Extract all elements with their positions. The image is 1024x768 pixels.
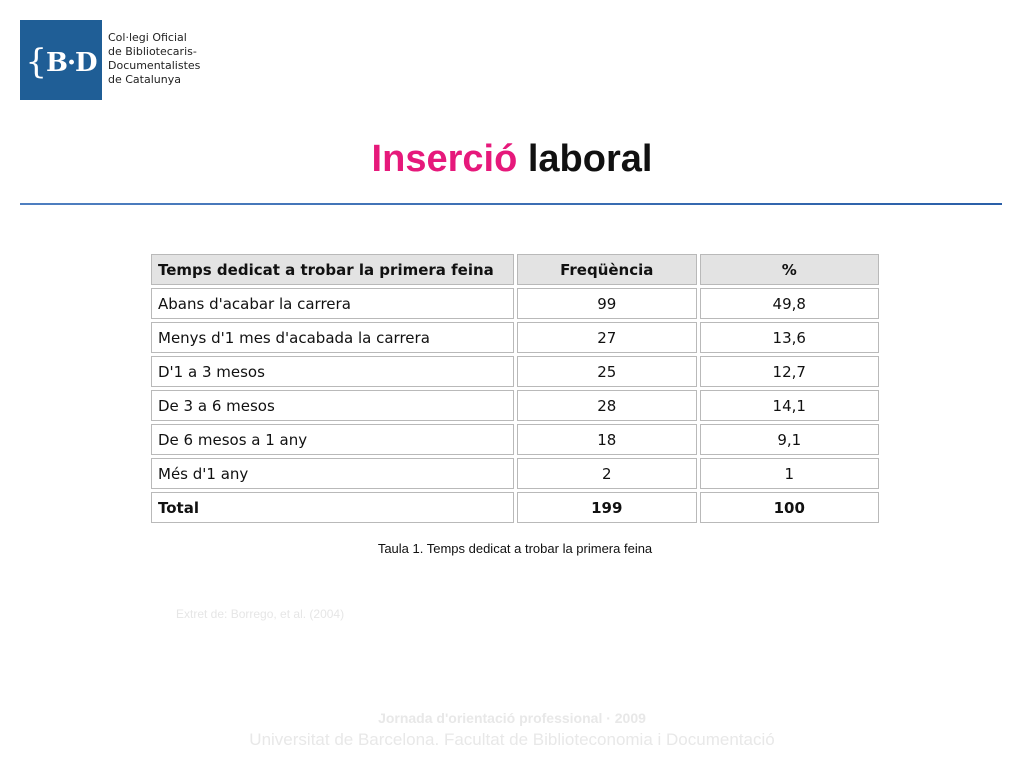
table-cell: 2 <box>517 458 696 489</box>
footer-event: Jornada d'orientació professional · 2009 <box>378 710 646 726</box>
table-cell: 14,1 <box>700 390 880 421</box>
table-row <box>151 288 879 319</box>
logo-line: de Catalunya <box>108 73 181 86</box>
table-cell: 100 <box>700 492 880 523</box>
logo-line: de Bibliotecaris- <box>108 45 197 58</box>
logo-brace: { <box>25 42 47 82</box>
table-figure <box>148 251 882 569</box>
table-cell: 49,8 <box>700 288 880 319</box>
table-row <box>151 458 879 489</box>
logo-line: Col·legi Oficial <box>108 31 187 44</box>
table-cell: 18 <box>517 424 696 455</box>
table-cell: 9,1 <box>700 424 880 455</box>
table-row <box>151 356 879 387</box>
table-cell: Total <box>151 492 514 523</box>
title-divider <box>20 203 1002 205</box>
table-row <box>151 424 879 455</box>
logo-letters: B·D <box>46 48 97 78</box>
table-cell: 12,7 <box>700 356 880 387</box>
table-cell: 25 <box>517 356 696 387</box>
table-total-row <box>151 492 879 523</box>
title-rest: laboral <box>527 138 653 180</box>
table-cell: 27 <box>517 322 696 353</box>
table-cell: De 6 mesos a 1 any <box>151 424 514 455</box>
data-table <box>148 251 882 526</box>
column-header: % <box>700 254 880 285</box>
footer-institution: Universitat de Barcelona. Facultat de Biblioteconomia i Documentació <box>249 730 775 749</box>
table-cell: 99 <box>517 288 696 319</box>
table-header-row <box>151 254 879 285</box>
table-cell: 199 <box>517 492 696 523</box>
logo-line: Documentalistes <box>108 59 201 72</box>
table-cell: 28 <box>517 390 696 421</box>
table-cell: De 3 a 6 mesos <box>151 390 514 421</box>
source-note: Extret de: Borrego, et al. (2004) <box>176 607 345 621</box>
table-cell: D'1 a 3 mesos <box>151 356 514 387</box>
table-cell: Abans d'acabar la carrera <box>151 288 514 319</box>
table-cell: 1 <box>700 458 880 489</box>
table-row <box>151 390 879 421</box>
title-accent: Inserció <box>371 138 518 180</box>
table-row <box>151 322 879 353</box>
page-title <box>0 138 1024 181</box>
logo-mark <box>25 42 97 82</box>
column-header: Freqüència <box>517 254 696 285</box>
logo-text <box>108 31 200 87</box>
table-cell: 13,6 <box>700 322 880 353</box>
table-caption: Taula 1. Temps dedicat a trobar la primera feina <box>377 541 653 556</box>
table-cell: Més d'1 any <box>151 458 514 489</box>
logo <box>20 20 102 100</box>
column-header: Temps dedicat a trobar la primera feina <box>151 254 514 285</box>
table-cell: Menys d'1 mes d'acabada la carrera <box>151 322 514 353</box>
